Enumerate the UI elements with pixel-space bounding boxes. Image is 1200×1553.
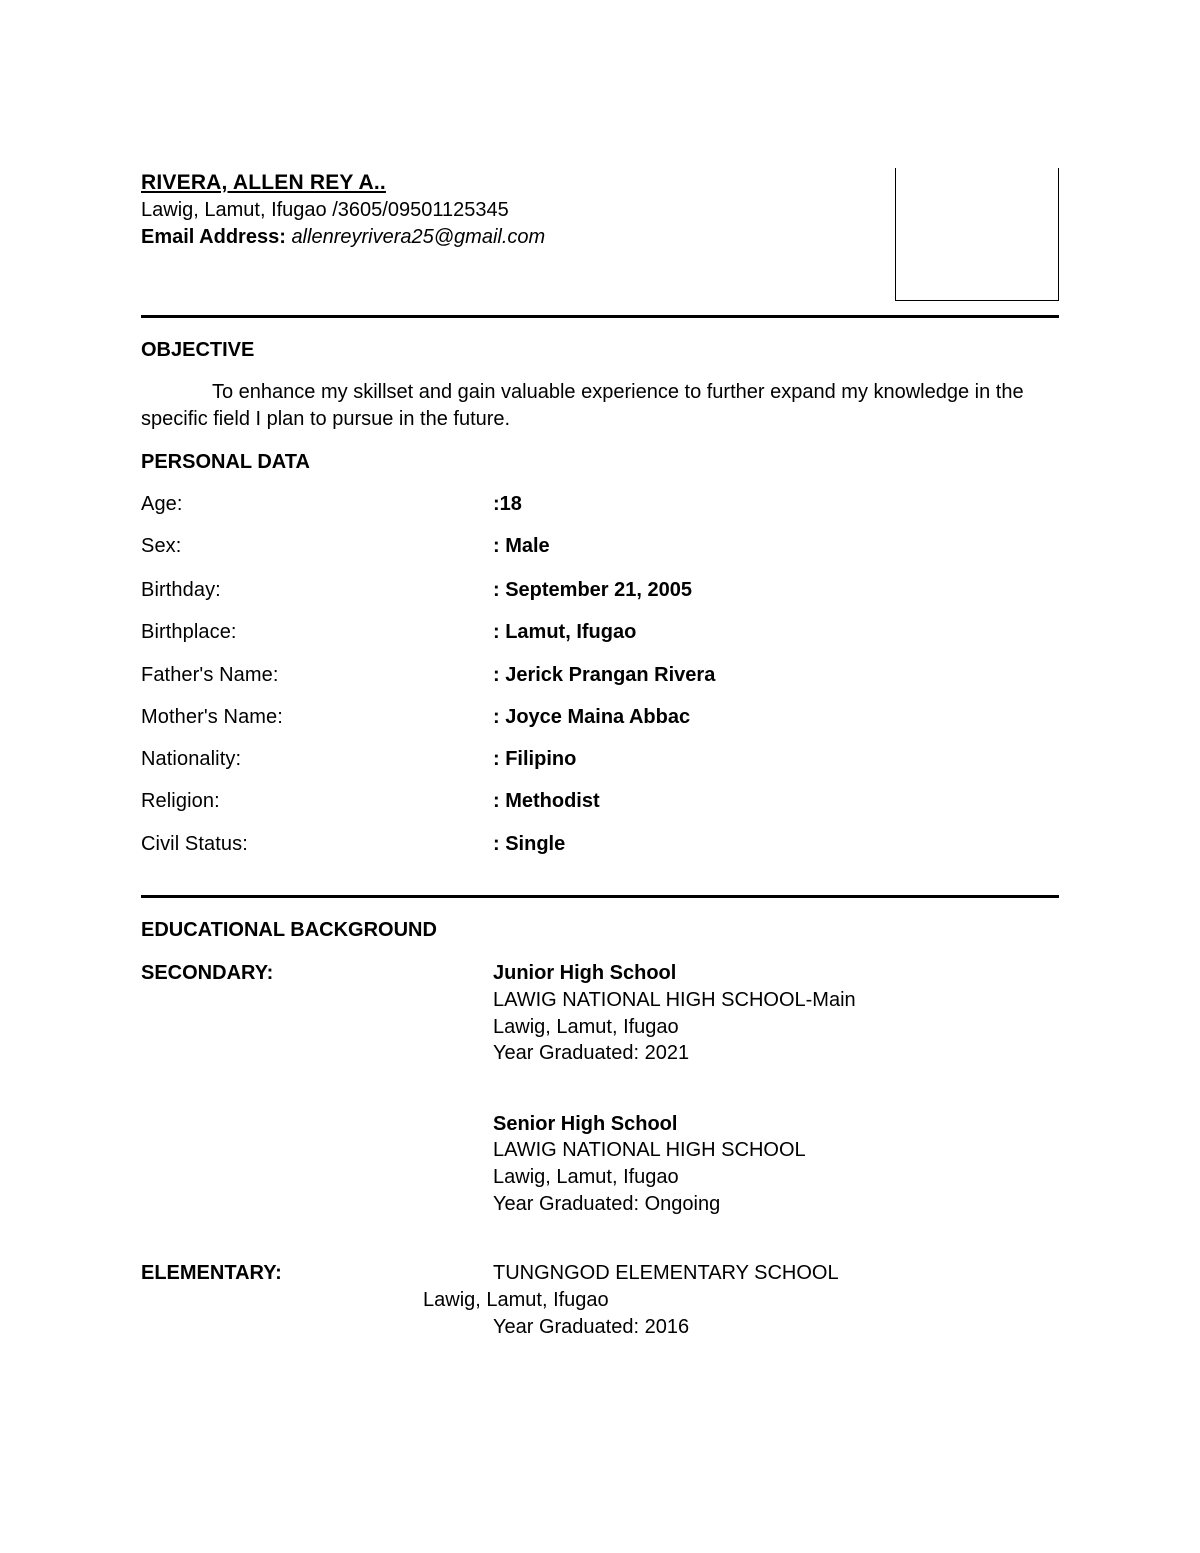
senior-high-title: Senior High School (493, 1113, 678, 1135)
sex-label: Sex: (141, 535, 182, 557)
senior-high-year: Year Graduated: Ongoing (493, 1193, 721, 1215)
elementary-year: Year Graduated: 2016 (493, 1316, 690, 1338)
nationality-value: : Filipino (493, 748, 577, 770)
birthplace-value: : Lamut, Ifugao (493, 621, 637, 643)
divider-top (141, 315, 1059, 318)
applicant-name: RIVERA, ALLEN REY A.. (141, 171, 386, 194)
junior-high-school: LAWIG NATIONAL HIGH SCHOOL-Main (493, 989, 856, 1011)
email-value: allenreyrivera25@gmail.com (291, 226, 546, 248)
junior-high-location: Lawig, Lamut, Ifugao (493, 1016, 679, 1038)
birthday-label: Birthday: (141, 579, 221, 601)
elementary-label: ELEMENTARY: (141, 1262, 282, 1284)
senior-high-location: Lawig, Lamut, Ifugao (493, 1166, 679, 1188)
birthday-value: : September 21, 2005 (493, 579, 692, 601)
secondary-label: SECONDARY: (141, 962, 274, 984)
photo-placeholder-box (895, 168, 1059, 301)
age-value: :18 (493, 493, 522, 515)
junior-high-year: Year Graduated: 2021 (493, 1042, 690, 1064)
email-line (141, 225, 545, 249)
divider-middle (141, 895, 1059, 898)
father-name-value: : Jerick Prangan Rivera (493, 664, 716, 686)
civil-status-value: : Single (493, 833, 566, 855)
address-line: Lawig, Lamut, Ifugao /3605/09501125345 (141, 199, 509, 221)
elementary-school: TUNGNGOD ELEMENTARY SCHOOL (493, 1262, 839, 1284)
education-heading: EDUCATIONAL BACKGROUND (141, 919, 437, 941)
civil-status-label: Civil Status: (141, 833, 248, 855)
objective-heading: OBJECTIVE (141, 339, 255, 361)
senior-high-school: LAWIG NATIONAL HIGH SCHOOL (493, 1139, 806, 1161)
objective-text: To enhance my skillset and gain valuable experience to further expand my knowledge in the specific field I plan to pursue in the future. (141, 381, 1024, 430)
mother-name-label: Mother's Name: (141, 706, 283, 728)
father-name-label: Father's Name: (141, 664, 279, 686)
religion-label: Religion: (141, 790, 220, 812)
birthplace-label: Birthplace: (141, 621, 237, 643)
elementary-location: Lawig, Lamut, Ifugao (423, 1289, 609, 1311)
sex-value: : Male (493, 535, 550, 557)
junior-high-title: Junior High School (493, 962, 677, 984)
email-label: Email Address: (141, 226, 286, 248)
nationality-label: Nationality: (141, 748, 242, 770)
religion-value: : Methodist (493, 790, 600, 812)
personal-data-heading: PERSONAL DATA (141, 451, 310, 473)
mother-name-value: : Joyce Maina Abbac (493, 706, 691, 728)
age-label: Age: (141, 493, 183, 515)
